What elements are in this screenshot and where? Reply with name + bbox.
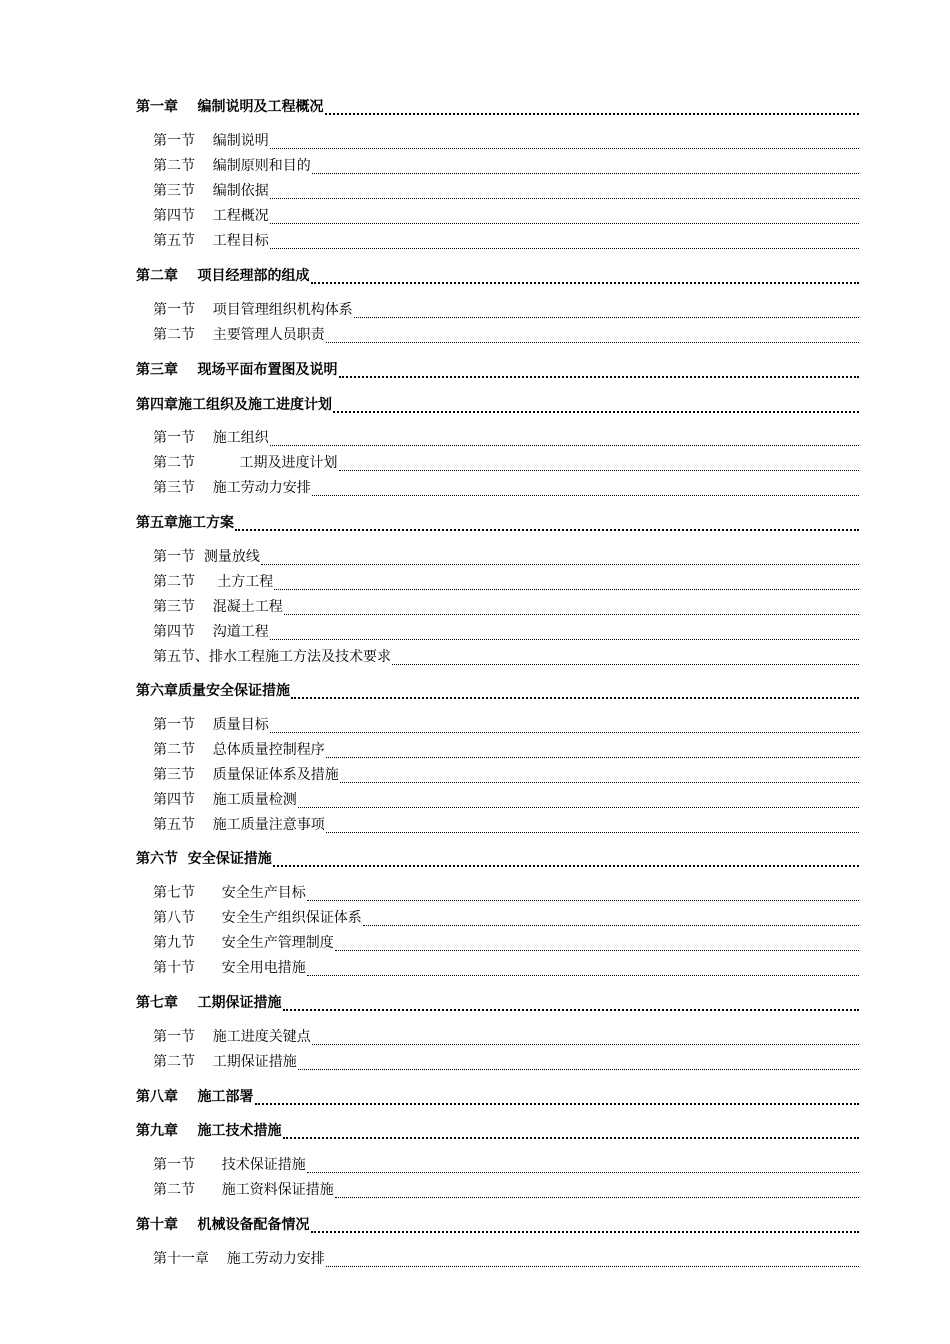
dot-leader (261, 548, 859, 565)
toc-entry-label: 第五节 施工质量注意事项 (153, 817, 325, 833)
dot-leader (312, 479, 859, 496)
toc-entry-label: 第十章 机械设备配备情况 (136, 1217, 310, 1233)
toc-chapter-entry[interactable] (136, 1215, 859, 1235)
toc-chapter-entry[interactable] (136, 266, 859, 286)
dot-leader (363, 909, 859, 926)
toc-entry-label: 第一节 编制说明 (153, 133, 269, 149)
toc-entry-label: 第六章质量安全保证措施 (136, 683, 290, 699)
toc-entry-label: 第二节 工期及进度计划 (153, 455, 338, 471)
dot-leader (298, 791, 859, 808)
toc-entry-label: 第五节、排水工程施工方法及技术要求 (153, 649, 391, 665)
toc-chapter-entry[interactable] (136, 993, 859, 1013)
toc-entry-label: 第二节 主要管理人员职责 (153, 327, 325, 343)
dot-leader (284, 598, 859, 615)
toc-entry-label: 第三节 编制依据 (153, 183, 269, 199)
toc-entry-label: 第三节 质量保证体系及措施 (153, 767, 339, 783)
toc-section-entry[interactable] (153, 572, 859, 592)
dot-leader (333, 395, 859, 413)
toc-section-entry[interactable] (153, 231, 859, 251)
dot-leader (312, 1028, 859, 1045)
dot-leader (354, 301, 859, 318)
dot-leader (270, 623, 859, 640)
dot-leader (273, 849, 859, 867)
toc-section-entry[interactable] (153, 1180, 859, 1200)
toc-entry-label: 第二节 施工资料保证措施 (153, 1182, 334, 1198)
toc-entry-label: 第十节 安全用电措施 (153, 960, 306, 976)
toc-entry-label: 第一节 施工进度关键点 (153, 1029, 311, 1045)
toc-section-entry[interactable] (153, 765, 859, 785)
toc-section-entry[interactable] (153, 1249, 859, 1269)
dot-leader (335, 934, 859, 951)
toc-section-entry[interactable] (153, 1052, 859, 1072)
toc-section-entry[interactable] (153, 131, 859, 151)
dot-leader (270, 716, 859, 733)
dot-leader (274, 573, 859, 590)
toc-section-entry[interactable] (153, 790, 859, 810)
dot-leader (307, 959, 859, 976)
dot-leader (335, 1181, 859, 1198)
toc-section-entry[interactable] (153, 958, 859, 978)
dot-leader (326, 816, 859, 833)
toc-entry-label: 第九章 施工技术措施 (136, 1123, 282, 1139)
dot-leader (283, 993, 860, 1011)
toc-entry-label: 第七节 安全生产目标 (153, 885, 306, 901)
toc-section-entry[interactable] (153, 740, 859, 760)
dot-leader (298, 1053, 859, 1070)
toc-entry-label: 第八节 安全生产组织保证体系 (153, 910, 362, 926)
toc-chapter-entry[interactable] (136, 513, 859, 533)
toc-section-entry[interactable] (153, 815, 859, 835)
dot-leader (291, 681, 859, 699)
dot-leader (326, 741, 859, 758)
toc-entry-label: 第二节 土方工程 (153, 574, 274, 590)
toc-section-entry[interactable] (153, 156, 859, 176)
dot-leader (307, 884, 859, 901)
toc-entry-label: 第四节 沟道工程 (153, 624, 269, 640)
toc-section-entry[interactable] (153, 478, 859, 498)
toc-section-entry[interactable] (153, 622, 859, 642)
toc-entry-label: 第八章 施工部署 (136, 1089, 254, 1105)
toc-entry-label: 第二节 总体质量控制程序 (153, 742, 325, 758)
toc-entry-label: 第四节 施工质量检测 (153, 792, 297, 808)
toc-section-entry[interactable] (153, 181, 859, 201)
dot-leader (311, 1215, 860, 1233)
toc-section-entry[interactable] (153, 883, 859, 903)
toc-section-entry[interactable] (153, 715, 859, 735)
toc-section-entry[interactable] (153, 300, 859, 320)
toc-section-entry[interactable] (153, 547, 859, 567)
dot-leader (270, 429, 859, 446)
dot-leader (307, 1156, 859, 1173)
toc-chapter-entry[interactable] (136, 681, 859, 701)
toc-section-entry[interactable] (153, 647, 859, 667)
toc-entry-label: 第二节 工期保证措施 (153, 1054, 297, 1070)
dot-leader (340, 766, 859, 783)
dot-leader (270, 182, 859, 199)
toc-entry-label: 第二章 项目经理部的组成 (136, 268, 310, 284)
toc-chapter-entry[interactable] (136, 395, 859, 415)
toc-chapter-entry[interactable] (136, 1087, 859, 1107)
dot-leader (339, 454, 859, 471)
toc-entry-label: 第二节 编制原则和目的 (153, 158, 311, 174)
toc-section-entry[interactable] (153, 1155, 859, 1175)
dot-leader (326, 1250, 859, 1267)
toc-entry-label: 第九节 安全生产管理制度 (153, 935, 334, 951)
toc-entry-label: 第三节 混凝土工程 (153, 599, 283, 615)
dot-leader (339, 360, 860, 378)
toc-section-entry[interactable] (153, 933, 859, 953)
dot-leader (312, 157, 859, 174)
dot-leader (283, 1121, 860, 1139)
toc-section-entry[interactable] (153, 597, 859, 617)
toc-entry-label: 第五章施工方案 (136, 515, 234, 531)
toc-entry-label: 第十一章 施工劳动力安排 (153, 1251, 325, 1267)
toc-section-entry[interactable] (153, 1027, 859, 1047)
toc-entry-label: 第一节 项目管理组织机构体系 (153, 302, 353, 318)
dot-leader (235, 513, 859, 531)
toc-entry-label: 第六节 安全保证措施 (136, 851, 272, 867)
dot-leader (270, 232, 859, 249)
toc-entry-label: 第一章 编制说明及工程概况 (136, 99, 324, 115)
toc-chapter-entry[interactable] (136, 360, 859, 380)
toc-entry-label: 第三章 现场平面布置图及说明 (136, 362, 338, 378)
toc-section-entry[interactable] (153, 453, 859, 473)
toc-chapter-entry[interactable] (136, 1121, 859, 1141)
toc-section-entry[interactable] (153, 908, 859, 928)
toc-entry-label: 第四节 工程概况 (153, 208, 269, 224)
toc-entry-label: 第一节 测量放线 (153, 549, 260, 565)
toc-entry-label: 第七章 工期保证措施 (136, 995, 282, 1011)
toc-chapter-entry[interactable] (136, 97, 859, 117)
toc-entry-label: 第三节 施工劳动力安排 (153, 480, 311, 496)
toc-entry-label: 第一节 施工组织 (153, 430, 269, 446)
toc-section-entry[interactable] (153, 206, 859, 226)
dot-leader (255, 1087, 860, 1105)
dot-leader (270, 132, 859, 149)
dot-leader (392, 648, 859, 665)
toc-section-entry[interactable] (153, 325, 859, 345)
dot-leader (326, 326, 859, 343)
toc-entry-label: 第四章施工组织及施工进度计划 (136, 397, 332, 413)
dot-leader (325, 97, 860, 115)
toc-chapter-entry[interactable] (136, 849, 859, 869)
toc-entry-label: 第五节 工程目标 (153, 233, 269, 249)
toc-section-entry[interactable] (153, 428, 859, 448)
dot-leader (270, 207, 859, 224)
toc-entry-label: 第一节 技术保证措施 (153, 1157, 306, 1173)
dot-leader (311, 266, 860, 284)
toc-entry-label: 第一节 质量目标 (153, 717, 269, 733)
